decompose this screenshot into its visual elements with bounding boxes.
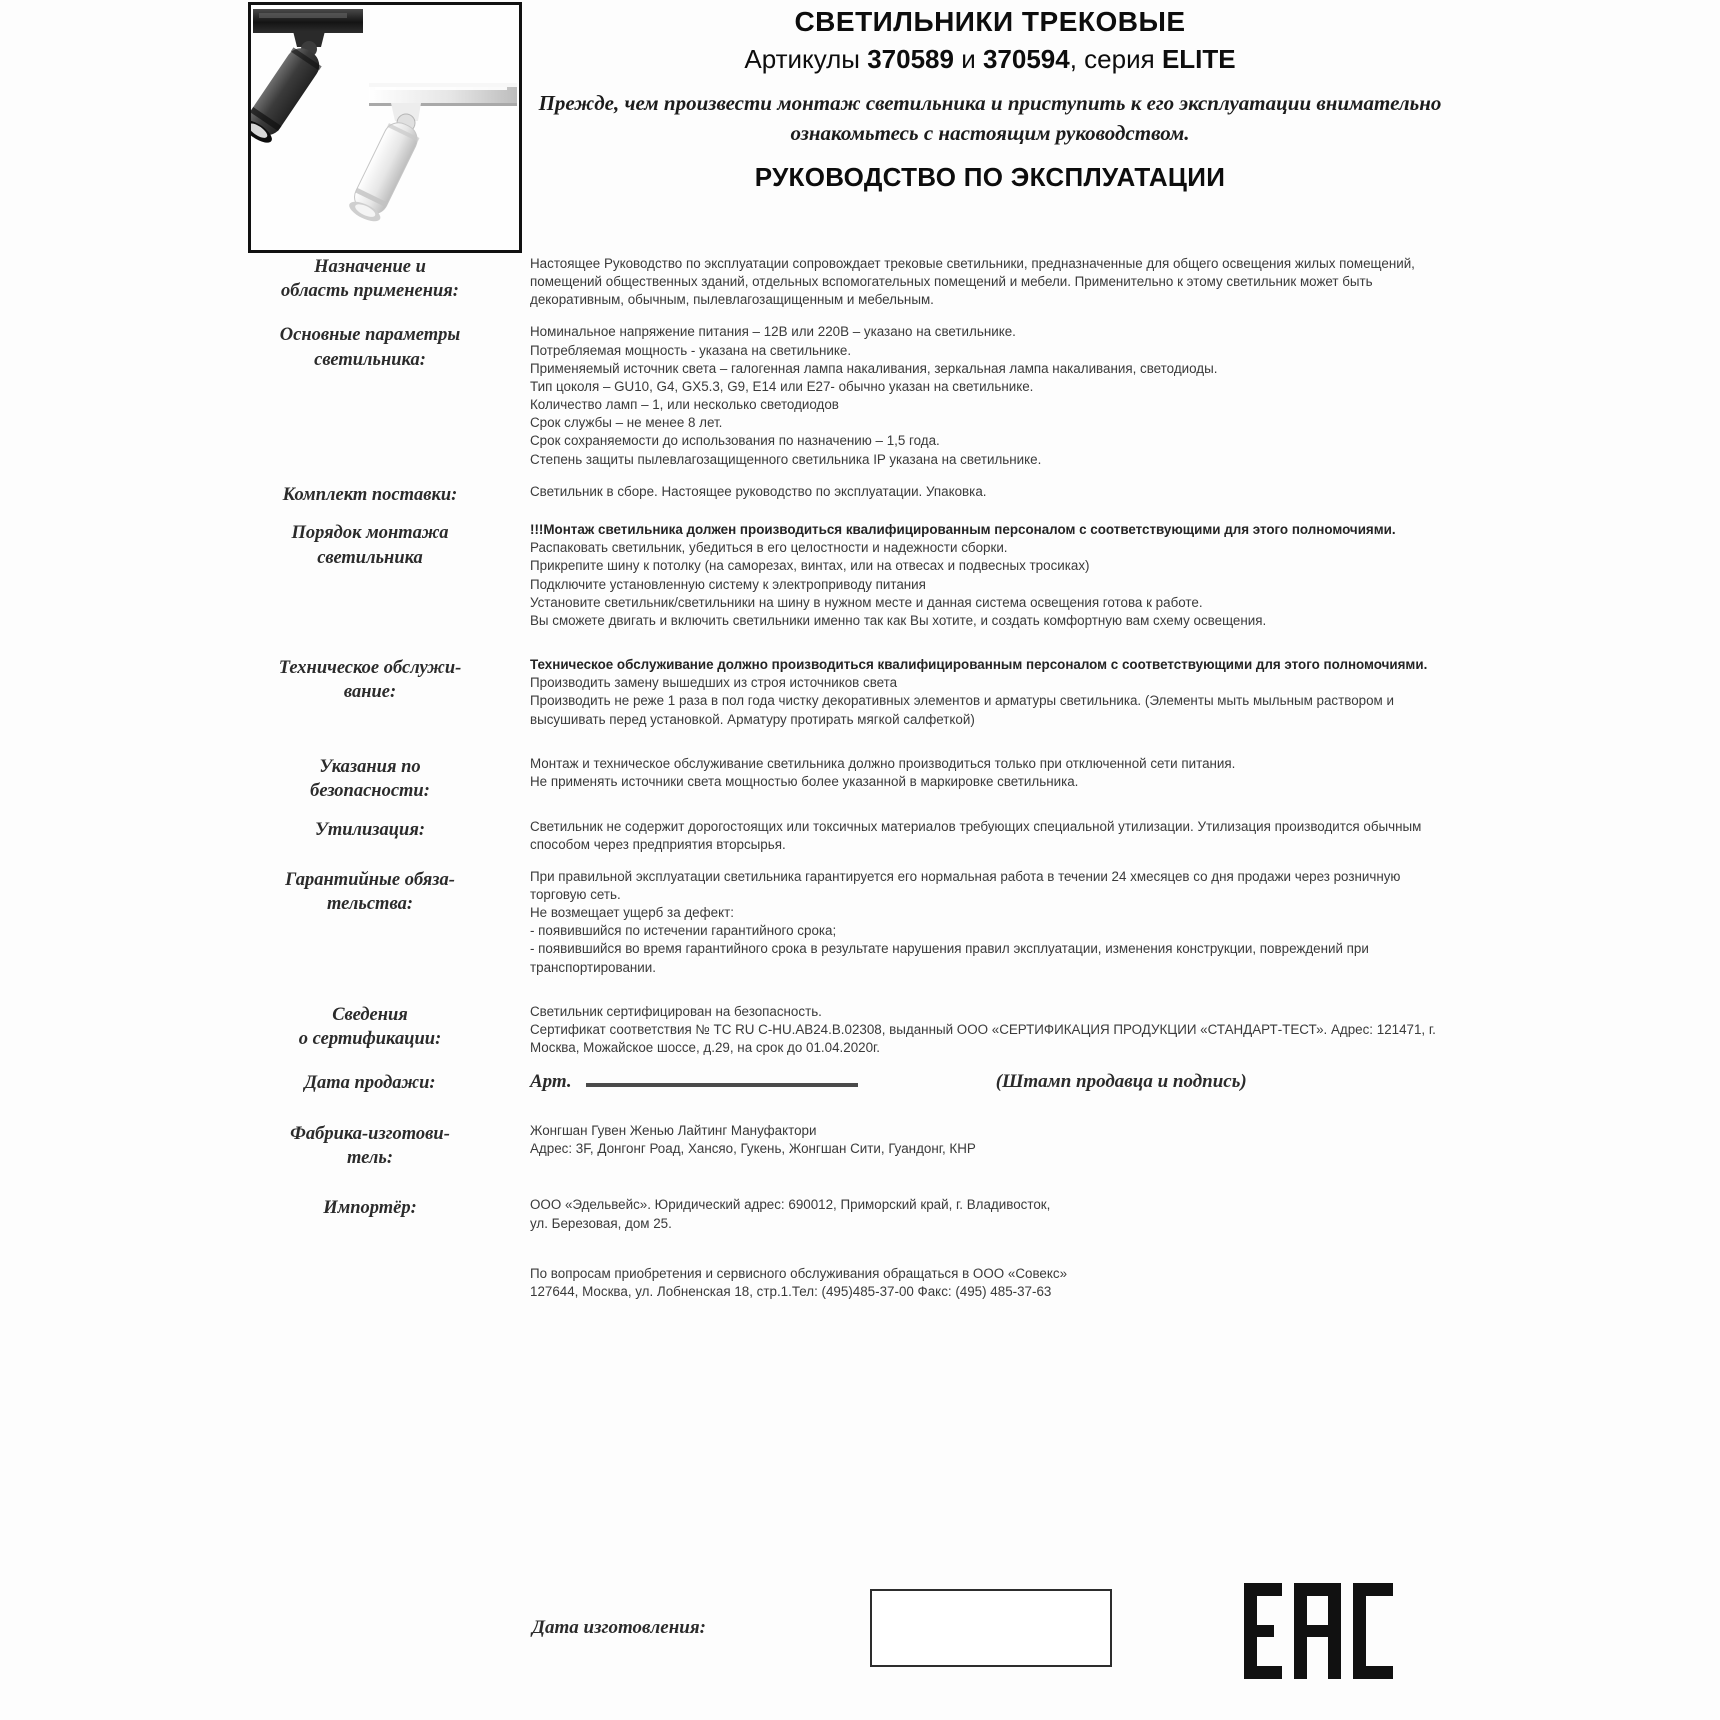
section-body-disposal bbox=[512, 818, 1450, 854]
section-label-delivery: Комплект поставки: bbox=[282, 484, 458, 505]
page-title: СВЕТИЛЬНИКИ ТРЕКОВЫЕ bbox=[794, 6, 1186, 37]
eac-conformity-mark bbox=[1240, 1577, 1400, 1685]
article-input-line[interactable] bbox=[586, 1083, 858, 1087]
section-body-certification bbox=[512, 1003, 1450, 1057]
body-paragraph: Срок службы – не менее 8 лет. bbox=[530, 415, 723, 431]
body-paragraph: Количество ламп – 1, или несколько светодиодов bbox=[530, 397, 839, 413]
document-header bbox=[240, 0, 1450, 250]
section-manufacturer bbox=[240, 1122, 1450, 1171]
section-label-certification: Сведения о сертификации: bbox=[298, 1004, 442, 1050]
body-paragraph: Не применять источники света мощностью более указанной в маркировке светильника. bbox=[530, 773, 1079, 789]
body-paragraph: Светильник в сборе. Настоящее руководство по эксплуатации. Упаковка. bbox=[530, 483, 987, 499]
section-delivery bbox=[240, 483, 1450, 507]
body-paragraph: При правильной эксплуатации светильника гарантируется его нормальная работа в течении 24 хмесяцев со дня продажи через розничную торговую сеть. bbox=[530, 868, 1401, 902]
body-paragraph: Светильник сертифицирован на безопасность. bbox=[530, 1003, 822, 1019]
manufacture-date-label: Дата изготовления: bbox=[532, 1617, 706, 1638]
series-prefix: , серия bbox=[1069, 44, 1162, 74]
section-purpose bbox=[240, 255, 1450, 309]
section-body-sale-date bbox=[512, 1071, 1450, 1093]
body-paragraph: !!!Монтаж светильника должен производиться квалифицированным персоналом с соответствующими для этого полномочиями. bbox=[530, 522, 1396, 538]
article-conjunction: и bbox=[953, 44, 983, 74]
body-paragraph: Степень защиты пылевлагозащищенного светильника IP указана на светильнике. bbox=[530, 451, 1042, 467]
body-paragraph: Адрес: 3F, Донгонг Роад, Хансяо, Гукень, Жонгшан Сити, Гуандонг, КНР bbox=[530, 1140, 976, 1156]
body-paragraph: - появившийся во время гарантийного срока в результате нарушения правил эксплуатации, изменения конструкции, повреждений при транспортировании. bbox=[530, 941, 1369, 975]
body-paragraph: Монтаж и техническое обслуживание светильника должно производиться только при отключенной сети питания. bbox=[530, 755, 1236, 771]
section-warranty bbox=[240, 868, 1450, 977]
section-body-delivery bbox=[512, 483, 1450, 501]
body-paragraph: Прикрепите шину к потолку (на саморезах, винтах, или на отвесах и подвесных тросиках) bbox=[530, 558, 1090, 574]
document-footer bbox=[240, 1575, 1450, 1715]
body-paragraph: ООО «Эдельвейс». Юридический адрес: 690012, Приморский край, г. Владивосток, bbox=[530, 1197, 1051, 1213]
spacer bbox=[240, 729, 1450, 755]
section-body-maintenance bbox=[512, 656, 1450, 729]
section-label-parameters: Основные параметры светильника: bbox=[279, 325, 461, 370]
section-safety bbox=[240, 755, 1450, 804]
spacer bbox=[240, 630, 1450, 656]
section-label-safety: Указания по безопасности: bbox=[310, 756, 430, 802]
body-paragraph: Установите светильник/светильники на шину в нужном месте и данная система освещения готова к работе. bbox=[530, 594, 1203, 610]
intro-paragraph: Прежде, чем произвести монтаж светильника и приступить к его эксплуатации внимательно ознакомьтесь с настоящим руководством. bbox=[538, 90, 1442, 145]
body-paragraph: Срок сохраняемости до использования по назначению – 1,5 года. bbox=[530, 433, 940, 449]
contact-paragraph: По вопросам приобретения и сервисного обслуживания обращаться в ООО «Совекс» bbox=[530, 1265, 1068, 1281]
body-paragraph: Сертификат соответствия № ТС RU C-HU.АВ24.В.02308, выданный ООО «СЕРТИФИКАЦИЯ ПРОДУКЦИИ «СТАНДАРТ-ТЕСТ». Адрес: 121471, г. Москва, Можайское шоссе, д.29, на срок до 01.04.2020г. bbox=[530, 1021, 1436, 1056]
track-light-illustration bbox=[251, 5, 519, 250]
body-paragraph: Потребляемая мощность - указана на светильнике. bbox=[530, 342, 852, 358]
body-paragraph: ул. Березовая, дом 25. bbox=[530, 1215, 672, 1231]
section-label-warranty: Гарантийные обяза- тельства: bbox=[285, 869, 455, 915]
spacer bbox=[240, 507, 1450, 521]
section-label-manufacturer: Фабрика-изготови- тель: bbox=[290, 1123, 450, 1169]
section-body-manufacturer bbox=[512, 1122, 1450, 1158]
section-body-importer bbox=[512, 1196, 1450, 1301]
body-paragraph: Техническое обслуживание должно производиться квалифицированным персоналом с соответствующими для этого полномочиями. bbox=[530, 657, 1428, 673]
manufacture-date-box[interactable] bbox=[870, 1589, 1112, 1667]
body-paragraph: Распаковать светильник, убедиться в его целостности и надежности сборки. bbox=[530, 540, 1008, 556]
body-paragraph: Производить замену вышедших из строя источников света bbox=[530, 675, 898, 691]
article-field-label: Арт. bbox=[530, 1071, 572, 1093]
section-parameters bbox=[240, 323, 1450, 468]
section-body-safety bbox=[512, 755, 1450, 791]
spacer bbox=[240, 977, 1450, 1003]
article-number-2: 370594 bbox=[982, 44, 1070, 74]
section-body-purpose bbox=[512, 255, 1450, 309]
body-paragraph: Номинальное напряжение питания – 12В или 220В – указано на светильнике. bbox=[530, 324, 1016, 340]
spacer bbox=[240, 469, 1450, 483]
spacer bbox=[240, 854, 1450, 868]
body-paragraph: Жонгшан Гувен Женью Лайтинг Мануфактори bbox=[530, 1122, 817, 1138]
document-body bbox=[240, 255, 1450, 1301]
section-label-sale-date: Дата продажи: bbox=[304, 1073, 436, 1094]
product-photo bbox=[248, 2, 522, 253]
spacer bbox=[240, 1096, 1450, 1122]
section-disposal bbox=[240, 818, 1450, 854]
body-paragraph: Вы сможете двигать и включить светильники именно так как Вы хотите, и создать комфортную вам схему освещения. bbox=[530, 612, 1267, 628]
section-body-parameters bbox=[512, 323, 1450, 468]
section-label-maintenance: Техническое обслужи- вание: bbox=[278, 658, 462, 703]
article-prefix: Артикулы bbox=[744, 44, 868, 74]
spacer bbox=[240, 1057, 1450, 1071]
spacer bbox=[530, 1233, 1450, 1265]
section-body-mounting bbox=[512, 521, 1450, 630]
section-label-purpose: Назначение и область применения: bbox=[281, 257, 459, 302]
body-paragraph: Не возмещает ущерб за дефект: bbox=[530, 905, 734, 921]
section-sale-date bbox=[240, 1071, 1450, 1095]
section-mounting bbox=[240, 521, 1450, 630]
section-maintenance bbox=[240, 656, 1450, 729]
header-text-block bbox=[530, 4, 1450, 193]
body-paragraph: Применяемый источник света – галогенная лампа накаливания, зеркальная лампа накаливания, светодиоды. bbox=[530, 360, 1218, 376]
seller-stamp-note: (Штамп продавца и подпись) bbox=[995, 1071, 1247, 1093]
body-paragraph: Подключите установленную систему к электроприводу питания bbox=[530, 576, 926, 592]
guide-title: РУКОВОДСТВО ПО ЭКСПЛУАТАЦИИ bbox=[754, 162, 1226, 193]
body-paragraph: Настоящее Руководство по эксплуатации сопровождает трековые светильники, предназначенные для общего освещения жилых помещений, помещений общественных зданий, отдельных вспомогательных помещений и мебели. Применительно к этому светильник может быть декоративным, обычным, пылевлагозащищенным и мебельным. bbox=[530, 256, 1415, 308]
article-line bbox=[530, 43, 1450, 77]
article-number-1: 370589 bbox=[867, 44, 954, 74]
section-label-mounting: Порядок монтажа светильника bbox=[291, 523, 449, 568]
section-body-warranty bbox=[512, 868, 1450, 977]
spacer bbox=[240, 309, 1450, 323]
body-paragraph: - появившийся по истечении гарантийного срока; bbox=[530, 923, 837, 939]
body-paragraph: Производить не реже 1 раза в пол года чистку декоративных элементов и арматуры светильника. (Элементы мыть мыльным раствором и высушивать перед установкой. Арматуру протирать мягкой салфеткой) bbox=[530, 693, 1394, 727]
series-name: ELITE bbox=[1161, 44, 1236, 74]
spacer bbox=[240, 1170, 1450, 1196]
spacer bbox=[240, 804, 1450, 818]
section-certification bbox=[240, 1003, 1450, 1057]
section-importer bbox=[240, 1196, 1450, 1301]
section-label-disposal: Утилизация: bbox=[314, 819, 426, 840]
body-paragraph: Тип цоколя – GU10, G4, GX5.3, G9, E14 или E27- обычно указан на светильнике. bbox=[530, 378, 1034, 394]
section-label-importer: Импортёр: bbox=[323, 1198, 417, 1219]
contact-paragraph: 127644, Москва, ул. Лобненская 18, стр.1.Тел: (495)485-37-00 Факс: (495) 485-37-63 bbox=[530, 1283, 1052, 1299]
body-paragraph: Светильник не содержит дорогостоящих или токсичных материалов требующих специальной утилизации. Утилизация производится обычным способом через предприятия вторсырья. bbox=[530, 818, 1422, 852]
